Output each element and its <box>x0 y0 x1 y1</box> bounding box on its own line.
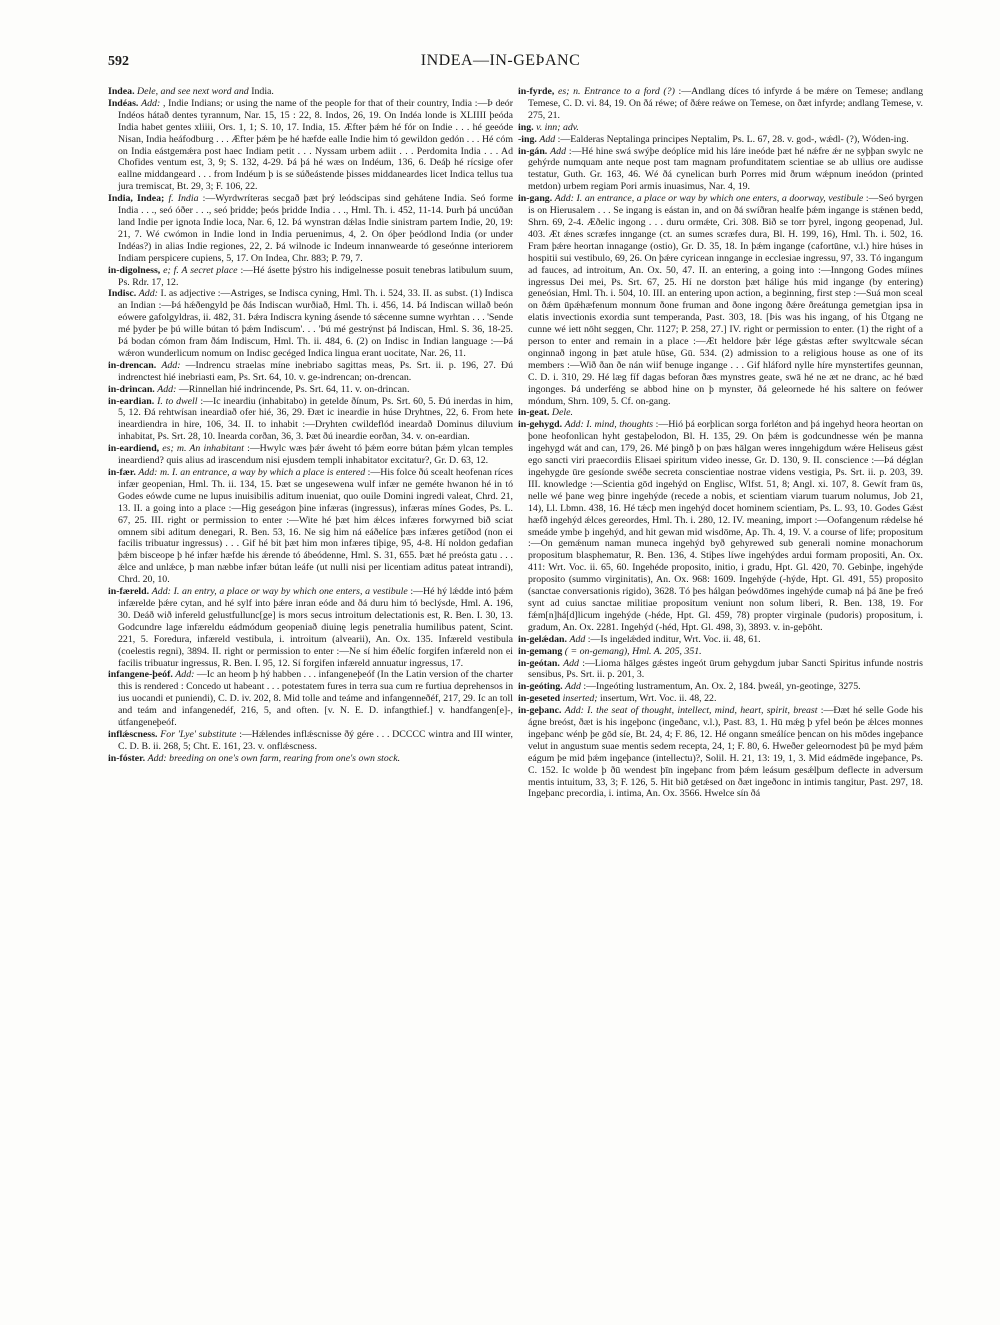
dictionary-entry <box>518 193 923 407</box>
entry-body: :—Hé hine swá swýþe deóplíce mid his láre ineóde þæt hé nǽfre ǽr ne syþþan swylc ne gehýrde numquam ante neque post tam magnam profunditatem scientiae se ab ullius ore audisse testatur, Guth. Gr. 163, 46. Wé ðá cynelican burh Porres mid ðrum wǽpnum ineódon (printed metdon) urbem regiam Pori armis inuasimus, Nar. 4, 19. <box>528 145 923 193</box>
headword: in-eardian. <box>108 395 155 407</box>
headword: in-færeld. <box>108 586 150 598</box>
headword: in-geseted <box>518 693 561 705</box>
entry-body: :—Hǽlendes inflǽscnisse ðý gére . . . DCCCC wintra and III winter, C. D. B. ii. 268, 5; Cht. E. 161, 23. v. onflǽscness. <box>118 728 513 752</box>
entry-body: :—His folce ðú scealt heofenan ríces infær geopenian, Hml. Th. ii. 134, 15. Þæt se ungesewena wulf infær ne geméte hwanon hé in tó Godes eówde cume ne lupus inuisibilis aditum inueniat, quo ouile Domini ingredi valeat, Chrd. 21, 13. II. a going into a place :—Hig geseágon þine infæras (ingressus), infæras mínes Godes, Ps. L. 67, 25. III. right or permission to enter :—Wite hé þæt him ǽlces infæres forwyrned bið sciat omnem sibi aditum denegari, R. Ben. 53, 16. Ne sig him ná eáðelíce þæs infæres getíðod (non ei facilis tribuatur ingressus) . . . Gif hé bit þæt him mon infæres tiþige, 95, 4-8. Hí noldon gedafian þǽm bisceope þ hé infær hæfde his ǽrende tó ábeódenne, Hml. S. 31, 655. Þæt hé preósta gatu . . . ǽlce and unlǽce, þ man næbbe infær bútan leáfe (ut nulli nisi per licentiam aditus pateat intrandi), Chrd. 20, 10. <box>118 467 513 586</box>
entry-body: :—Ealderas Neptalinga principes Neptalim, Ps. L. 67, 28. v. god-, wǽdl- (?), Wóden-ing. <box>557 133 909 145</box>
entry-abbrev: Add: I. the seat of thought, intellect, mind, heart, spirit, breast <box>564 705 818 717</box>
entry-abbrev: Add: <box>157 383 177 395</box>
entry-abbrev: Add: <box>138 288 158 300</box>
dictionary-entry <box>518 658 923 682</box>
entry-body: :—Hé ásette þýstro his indigelnesse posuit tenebras latibulum suum, Ps. Rdr. 17, 12. <box>118 264 513 288</box>
dictionary-entry <box>108 384 513 396</box>
entry-body: :—Ingeóting lustramentum, An. Ox. 2, 184. þweál, yn-geotinge, 3275. <box>583 681 861 693</box>
entry-abbrev: Dele, and see next word and <box>137 86 249 97</box>
dictionary-entry <box>108 467 513 586</box>
dictionary-entry <box>108 193 513 264</box>
headword: in-gelǽdan. <box>518 633 567 645</box>
entry-body: , Indie Indians; or using the name of the people for that of their country, India :—Þ deór Indéos hátað dentes tyrannum, Nar. 15, 15 : 22, 8. Indos, 26, 19. On Indéa londe is XLIIII þeóda India habet gentes xliiii, Ors. 1, 1; S. 10, 17. India, 15. Æfter þǽm hé fór on Indie . . . hé geeóde Nisan, India heáfodburg . . . Æfter þǽm þe hé hæfde ealle Indie him tó gewildon gedón . . . Hé cóm on India eástgemǽra post haec Indiam petit . . . Nyssam urbem adiit . . . Perdomita India . . . Ad Chofides ventum est, 3, 9; S. 132, 4-29. Þá þá hé wæs on Indéum, 136, 6. Deáþ hé rícsige ofer eallne middangeard . . . from Indéum þ is se súðeástende þisses middaneardes licet Indica tellus tua jura tremiscat, Bt. 29, 3; F. 106, 22. <box>118 97 513 193</box>
entry-abbrev: Dele. <box>551 407 573 419</box>
dictionary-entry <box>518 122 923 134</box>
entry-abbrev: Add <box>539 133 556 145</box>
dictionary-entry <box>108 669 513 729</box>
dictionary-entry <box>108 396 513 444</box>
dictionary-entry <box>518 693 923 705</box>
headword: Indea. <box>108 86 135 97</box>
entry-body: :—Ic ineardiu (inhabitabo) in getelde ðínum, Ps. Srt. 60, 5. Ðú inerdas in him, 5, 12. Ðá rehtwísan ineardiað ofer hié, 36, 29. Ðæt ic ineardie in húse Dryhtnes, 22, 6. From hete ineardiendra in hire, 106, 34. II. to inhabit :—Dryhten cwildeflód ineardað Dominus diluvium inhabitat, Ps. Srt. 28, 10. Inearda corðan, 36, 3. Þæt ðú ineardie eorðan, 34. v. on-eardian. <box>118 395 513 443</box>
dictionary-entry <box>518 134 923 146</box>
entry-abbrev: Add: <box>161 359 181 371</box>
headword: in-fær. <box>108 467 136 478</box>
headword: in-geþanc. <box>518 705 562 717</box>
entry-abbrev: ( = on-gemang), Hml. A. 205, 351. <box>564 645 702 657</box>
headword: in-geat. <box>518 407 550 419</box>
dictionary-entry <box>108 288 513 359</box>
page-number: 592 <box>108 54 129 69</box>
entry-abbrev: Add <box>569 633 586 645</box>
entry-abbrev: es; m. An inhabitant <box>162 443 244 455</box>
entry-abbrev: Add: breeding on one's own farm, rearing from one's own stock. <box>147 752 401 764</box>
entry-abbrev: Add <box>563 657 579 669</box>
entry-abbrev: es; n. Entrance to a ford (?) <box>558 86 675 97</box>
entry-body: —Ic an heom þ hý habben . . . infangeneþeóf (In the Latin version of the charter this is rendered : Concedo ut habeant . . . potestatem fures in terra sua cum re furtiua deprehensos in ius uocandi et puniendi), C. D. iv. 202, 8. Mid tolle and teáme and infangenneðéf, 217, 29. Ic an toll and teám and infangenedéf, 216, 5, and often. [v. N. E. D. infangthief.] v. handfangen[e]-, útfangeneþeóf. <box>118 669 513 729</box>
entry-body: :—Is ingelǽded inditur, Wrt. Voc. ii. 48, 61. <box>587 633 761 645</box>
entry-body: :—Ðæt hé selle Gode his ágne breóst, ðæt is his ingeþonc (ingeðanc, v.l.), Past. 83, 1. Hū mǽg þ yfel beón þe ǽlces monnes ingeþanc wénþ þe gōd síe, Bt. 24, 4; F. 86, 12. Hé ongann smeálíce þencan on his mōdes ingeþance velut in angustum suae mentis sedem recepta, 24, 1; F. 80, 6. Hweðer geleornodest þū þe myd þǽm eágum þe mid þǽm ingeþance (intellectu)?, Solil. H. 21, 13: 19, 1, 3. Mid eádmēde ingeþance, Ps. C. 152. Ic wolde þ ðū wendest þīn ingeþanc from þǽm leásum gesǽlþum deflecte in adversum mentis intuitum, 33, 3; F. 126, 5. Hit bið getǽsed on ðæt ingeðonc in intimis tangitur, Past. 297, 18. Ingeþanc precordia, i. intima, An. Ox. 3566. Hwelce sín ðá <box>528 705 923 800</box>
dictionary-entry <box>518 146 923 194</box>
headword: in-gán. <box>518 145 548 157</box>
entry-body: :—Wyrdwríteras secgað þæt þrý leódscipas sind gehátene India. Seó forme India . . ., seó óðer . . ., seó þridde; þeós þridde India . . ., Hml. Th. i. 452, 11-14. Þurh þá uncúðan land Indie per ignota Indie loca, Nar. 6, 12. Þá wynstran dǽlas Indie sinistram partem Indie, 20, 19: 21, 7. Wé cwómon in Indie lond in India peruenimus, 4, 2. On óþer þeódlond India (or under Indéas?) in alias Indie regiones, 22, 2. Þá wilnode ic Indeum innanwearde tó geseónne interiorem Indiam perspicere cupiens, 5, 17. On Indea, Chr. 883; P. 79, 7. <box>118 193 513 264</box>
entry-abbrev: inserted; <box>562 693 598 705</box>
headword: in-drincan. <box>108 383 155 395</box>
entry-body: I. as adjective :—Astriges, se Indisca cyning, Hml. Th. i. 524, 33. II. as subst. (1) Indisca an Indian :—Þá hǽðengyld þe ðás Indiscan wurðiað, Hml. Th. i. 456, 14. Þá Indiscan willað beón eówere gafolgyldras, ii. 482, 31. Þǽra Indiscra kyning ásende tó sǽcenne sumne wyrhtan . . . 'Sende mé þyder þe þú wille bútan tó þǽm Indiscum'. . . 'Þú mé gestrýnst þá Indiscan, Hml. S. 36, 18-25. Þá bodan cómon fram ðám Indiscum, Hml. Th. ii. 484, 6. (2) on Indisc in Indian language :—Þá wǽron wunderlicum nomum on Indisc gecéged Indica lingua erant uocitate, Nar. 26, 11. <box>118 288 513 359</box>
entry-abbrev: Add: <box>141 97 161 109</box>
headword: ing. <box>518 121 534 133</box>
entry-body: :—Hé hý lǽdde intó þǽm infærelde þǽre cytan, and hé sylf into þǽre inran eóde and ðá duru him tó beclýsde, Hml. A. 196, 30. Deáð wið infereld gelustfullunc[ge] is mors secus introitum delectationis est, R. Ben. I. 30, 13. Godcundre lage infæreldu eádmódum geopeniað diuinę legis penetralia humilibus patent, Scint. 221, 5. Foredura, infæreld vestibula, i. introitum (alvearii), An. Ox. 135. Infæreld vestibula (coelestis regni), 3894. II. right or permission to enter :—Ne sí him éðelíc forgifen infæreld non ei facilis tribuatur ingressus, R. Ben. I. 95, 12. Sí forgifen infæreld annuatur ingressus, 17. <box>118 586 513 669</box>
headword: in-gang. <box>518 193 553 205</box>
headword: in-digolness, <box>108 264 161 276</box>
dictionary-entry <box>518 86 923 122</box>
dictionary-entry <box>108 443 513 467</box>
dictionary-entry <box>108 729 513 753</box>
entry-body: India. <box>251 86 274 97</box>
headword: India, Indea; <box>108 193 165 205</box>
entry-body: :—Hió þá eorþlican sorga forléton and þá ingehyd heora heortan on þone heofonlican hyht gestaþelodon, Bl. H. 135, 29. On þǽm is godcundnesse wén þe manna ingehygd wát and can, 179, 26. Mé þingð þ on þæs hālgan weres inngehigdum wǽre Heliseus gǽst ego sancti viri praecordiis Elisaei spiritum video inesse, Gr. D. 130, 9. II. conscience :—Þá déglan ingehygde ūre gesíonde swéðe secreta conscientiae nostrae videns vestigia, Ps. Srt. ii. p. 203, 39. III. knowledge :—Scientia gōd ingehýd on Englisc, Wlfst. 51, 8; Angl. xi. 107, 8. Gewít fram ūs, nelle wé þane weg þinre ingehýde (recede a nobis, et scientiam viarum tuarum nolumus, Job 21, 14), Ll. Lbmn. 438, 16. Hé tǽcþ men ingehýd docet hominem scientiam, Ps. L. 93, 10. Godes Gǽst hæfð ingehýd ǽlces gereordes, Hml. Th. i. 280, 12. IV. meaning, import :—Oofangenum rǽdelse hé smeáde ymbe þ ingehýd, and hit gewan mid wisdōme, Ap. Th. 4, 19. V. a course of life; propositum :—On gemǽnum naman muneca ingehýd byð gehyrewed sub generali nomine monachorum propositum blasphematur, R. Ben. 136, 4. Stiþes líwe ingehýdes ardui formam propositi, An. Ox. 411: Wrt. Voc. ii. 65, 60. Ingehéde proposito, initio, i gradu, Hpt. Gl. 420, 70. Gebinþe, ingehýde proposito (summo virginitatis), An. Ox. 968: 1609. Ingehýde (-hýde, Hpt. Gl. 491, 55) proposito (sanctae conversationis rigido), 3628. Tó þes hálgan þeówdōmes ingehýde cumaþ ná þá āne þe freó synt ad cuius sanctae militiae propositum veniunt non solum liberi, R. Ben. 138, 19. For fǽm[n]há[d]licum ingehýde (-héde, Hpt. Gl. 459, 78) propter virginale (pudoris) propositum, i. gradum, An. Ox. 2281. Ingehýd (-héd, Hpt. Gl. 498, 3), 3893. v. in-geþōht. <box>528 419 923 633</box>
entry-body: :—Andlang díces tó infyrde á be mǽre on Temese; andlang Temese, C. D. vi. 84, 19. On ðá réwe; of ðǽre reáwe on Temese, on ðæt infyrde; andlang Temese, v. 275, 21. <box>528 86 923 121</box>
entry-body: insertum, Wrt. Voc. ii. 48, 22. <box>600 693 717 705</box>
headword: inflǽscness. <box>108 728 158 740</box>
dictionary-entry <box>518 705 923 800</box>
dictionary-entry <box>518 634 923 646</box>
headword: Indéas. <box>108 97 139 109</box>
headword: Indisc. <box>108 288 137 300</box>
entry-abbrev: f. India <box>168 193 199 205</box>
dictionary-entry <box>518 646 923 658</box>
entry-abbrev: e; f. A secret place <box>163 264 238 276</box>
dictionary-entry <box>108 753 513 765</box>
entry-body: :—Hwylc wæs þǽr áweht tó þǽm eorre bútan þǽm ylcan temples ineardiend? quis alius ad irascendum nisi ejusdem templi inhabitator excitatur?, Gr. D. 63, 12. <box>118 443 513 467</box>
entry-body: :—Seó byrgen is on Hierusalem . . . Se ingang is eástan in, and on ðá swíðran healfe þǽm ingange is stǽnen bedd, Shrn. 69, 2-4. Æðelic ingong . . . duru ormǽte, Cri. 308. Bið se torr þyrel, ingong geopenad, Jul. 403. Æt ǽnes scræfes inngange (ct. an sumes scræfes dura, Bl. H. 199, 16), Hml. Th. i. 502, 16. Fram þǽre heortan innagange (ostio), Gr. D. 35, 18. In þǽm ingange (cafortūne, v.l.) hire húses in hospitii sui vestibulo, 69, 26. On þǽre cyricean inngange in ecclesiae ingressu, 97, 33. Tó ingangum ad fauces, ad introitum, An. Ox. 50, 47. II. an entering, a going into :—Inngong Godes míines ingressus Dei mei, Ps. Srt. 67, 25. Hí ne dorston þæt hálige hús mid ingange (by entering) geneósian, Hml. Th. i. 504, 10. III. an entering upon action, a beginning, first step :—Suá mon sceal on ðǽm ūpǽhæfenum monnum ðone fruman and ðone ingong ðǽre ðreátunga gemetgian ipsa in elatis invectionis exordia sunt temperanda, Past. 303, 18. [Þis was his ingang, of his Ūtgang ne cunne wé iett nōht seggen, Chr. 1127; P. 258, 27.] IV. right or permission to enter. (1) the right of a person to enter and remain in a place :—Æt heldore þǽr lége gǽstas æfter swyltcwale sécan onginnað ingong in þæt atule hūse, Gū. 534. (2) admission to a religious house as one of its members :—Wið ðan ðe nán wiif benuge ingange . . . Gif hláford nylle híre mynstertifes geunnan, C. D. i. 310, 29. Hé læg fíf dagas beforan ðæs mynstres geate, swā hé ne æt ne dranc, ac hé bæd ingonges. Þá underféng se abbod hine on þ mynster, ðá geleornede hé his saltere on feówer móndum, Shrn. 109, 5. Cf. on-gang. <box>528 193 923 407</box>
entry-body: —Indrencu straelas míne inebriabo sagittas meas, Ps. Srt. ii. p. 196, 27. Ðú indrenctest hié inebriasti eam, Ps. Srt. 64, 10. v. ge-indrencan; on-drencan. <box>118 359 513 383</box>
dictionary-entry <box>518 419 923 633</box>
entry-abbrev: Add: I. mind, thoughts <box>564 419 654 431</box>
entry-abbrev: For 'Lye' substitute <box>160 728 237 740</box>
headword: in-eardiend, <box>108 443 160 455</box>
entry-abbrev: I. to dwell <box>157 395 198 407</box>
entry-body: —Rinnellan hié indrincende, Ps. Srt. 64, 11. v. on-drincan. <box>178 383 410 395</box>
entry-abbrev: Add: I. an entry, a place or way by which one enters, a vestibule <box>151 586 408 598</box>
entry-abbrev: Add: m. I. an entrance, a way by which a place is entered <box>138 467 366 478</box>
entry-abbrev: Add: I. an entrance, a place or way by which one enters, a doorway, vestibule <box>554 193 864 205</box>
dictionary-entry <box>518 407 923 419</box>
page-header <box>108 46 893 76</box>
dictionary-entry <box>108 86 513 98</box>
headword: in-geótan. <box>518 657 560 669</box>
entry-abbrev: Add: <box>175 669 195 681</box>
dictionary-entry <box>108 586 513 669</box>
headword: in-gemang <box>518 645 563 657</box>
left-column <box>108 86 513 1251</box>
entry-abbrev: Add <box>565 681 581 693</box>
entry-abbrev: v. inn; adv. <box>536 121 579 133</box>
running-head: INDEA—IN-GEÞANC <box>420 52 581 69</box>
dictionary-entry <box>108 98 513 193</box>
headword: in-gehygd. <box>518 419 563 431</box>
entry-abbrev: Add <box>550 145 567 157</box>
dictionary-entry <box>518 681 923 693</box>
headword: in-geóting. <box>518 681 563 693</box>
headword: in-drencan. <box>108 359 157 371</box>
right-column <box>518 86 923 1251</box>
headword: infangene-þeóf. <box>108 669 173 681</box>
headword: in-fóster. <box>108 752 146 764</box>
dictionary-entry <box>108 360 513 384</box>
dictionary-entry <box>108 265 513 289</box>
headword: -ing. <box>518 133 537 145</box>
entry-body: :—Lioma hālges gǽstes ingeót ūrum gehygdum jubar Sancti Spiritus infunde nostris sensibus, Ps. Srt. ii. p. 201, 3. <box>528 657 923 681</box>
headword: in-fyrde, <box>518 86 555 97</box>
